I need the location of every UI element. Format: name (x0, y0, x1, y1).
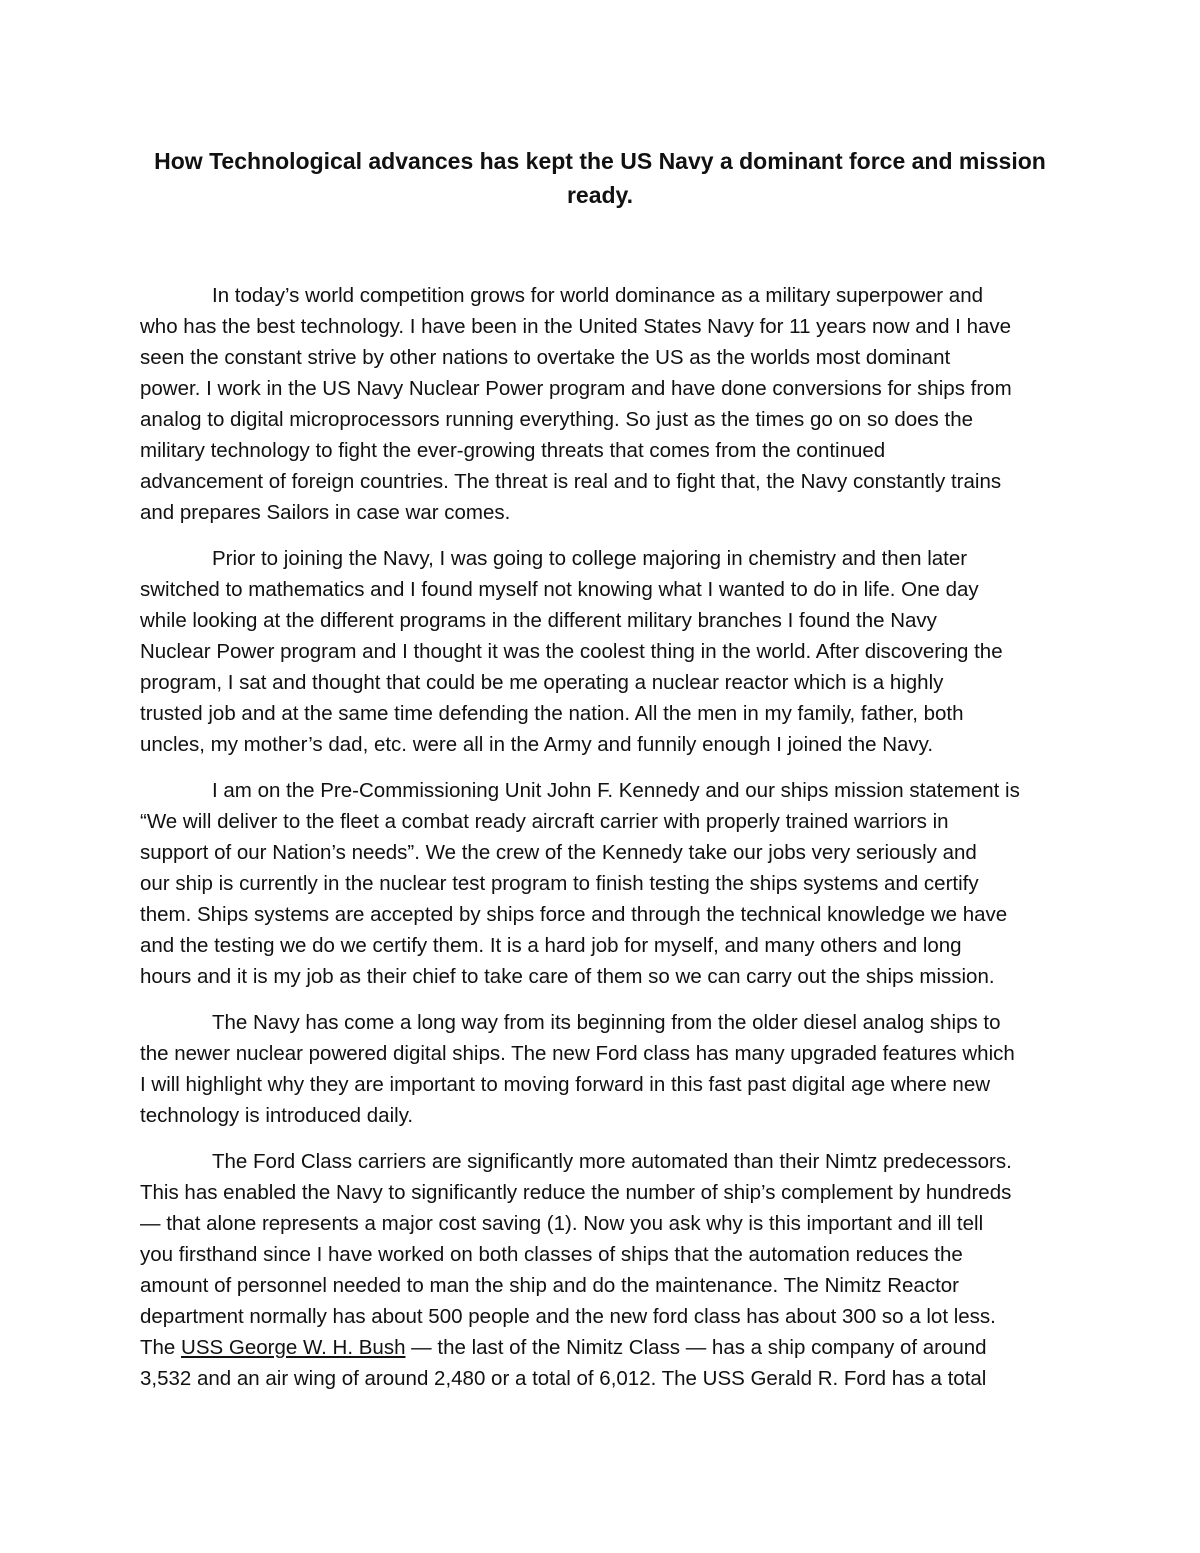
paragraph-4 (140, 1007, 1080, 1131)
link-suffix-text: — the last of the Nimitz Class — has a ship company of around (405, 1336, 987, 1359)
paragraph-line: power. I work in the US Navy Nuclear Power program and have done conversions for ships from (140, 377, 1012, 400)
paragraph-line: while looking at the different programs in the different military branches I found the Navy (140, 609, 937, 632)
paragraph-line: I will highlight why they are important to moving forward in this fast past digital age where new (140, 1073, 991, 1096)
paragraph-line: hours and it is my job as their chief to take care of them so we can carry out the ships mission. (140, 965, 995, 988)
paragraph-line: The Ford Class carriers are significantly more automated than their Nimtz predecessors. (212, 1150, 1012, 1173)
paragraph-line: In today’s world competition grows for world dominance as a military superpower and (212, 284, 984, 307)
paragraph-line: I am on the Pre-Commissioning Unit John F. Kennedy and our ships mission statement is (212, 779, 1020, 802)
paragraph-line: amount of personnel needed to man the ship and do the maintenance. The Nimitz Reactor (140, 1274, 959, 1297)
uss-george-bush-link[interactable]: USS George W. H. Bush (181, 1336, 406, 1359)
document-title (130, 144, 1070, 212)
paragraph-line: and prepares Sailors in case war comes. (140, 501, 511, 524)
paragraph-line: 3,532 and an air wing of around 2,480 or a total of 6,012. The USS Gerald R. Ford has a total (140, 1367, 987, 1390)
paragraph-line: analog to digital microprocessors running everything. So just as the times go on so does the (140, 408, 973, 431)
paragraph-line: The Navy has come a long way from its beginning from the older diesel analog ships to (212, 1011, 1001, 1034)
paragraph-line: and the testing we do we certify them. It is a hard job for myself, and many others and long (140, 934, 962, 957)
title-line-2: ready. (566, 182, 634, 208)
paragraph-line: “We will deliver to the fleet a combat ready aircraft carrier with properly trained warriors in (140, 810, 949, 833)
paragraph-5 (140, 1146, 1080, 1394)
paragraph-line: Nuclear Power program and I thought it was the coolest thing in the world. After discovering the (140, 640, 1003, 663)
paragraph-line: them. Ships systems are accepted by ships force and through the technical knowledge we have (140, 903, 1008, 926)
paragraph-line: technology is introduced daily. (140, 1104, 414, 1127)
document-body (140, 280, 1080, 1409)
paragraph-line-with-link (140, 1332, 1080, 1363)
paragraph-1 (140, 280, 1080, 528)
paragraph-line: trusted job and at the same time defending the nation. All the men in my family, father, both (140, 702, 964, 725)
paragraph-line: you firsthand since I have worked on both classes of ships that the automation reduces the (140, 1243, 963, 1266)
paragraph-line: department normally has about 500 people and the new ford class has about 300 so a lot less. (140, 1305, 996, 1328)
paragraph-line: advancement of foreign countries. The threat is real and to fight that, the Navy constantly trains (140, 470, 1002, 493)
paragraph-line: the newer nuclear powered digital ships. The new Ford class has many upgraded features which (140, 1042, 1015, 1065)
paragraph-line: our ship is currently in the nuclear test program to finish testing the ships systems and certify (140, 872, 979, 895)
title-line-1: How Technological advances has kept the US Navy a dominant force and mission (154, 148, 1046, 174)
paragraph-line: This has enabled the Navy to significantly reduce the number of ship’s complement by hundreds (140, 1181, 1012, 1204)
paragraph-line: program, I sat and thought that could be me operating a nuclear reactor which is a highly (140, 671, 944, 694)
link-prefix-text: The (140, 1336, 182, 1359)
paragraph-line: support of our Nation’s needs”. We the crew of the Kennedy take our jobs very seriously and (140, 841, 977, 864)
paragraph-line: Prior to joining the Navy, I was going to college majoring in chemistry and then later (212, 547, 968, 570)
paragraph-line: who has the best technology. I have been in the United States Navy for 11 years now and I have (140, 315, 1012, 338)
paragraph-2 (140, 543, 1080, 760)
paragraph-line: seen the constant strive by other nations to overtake the US as the worlds most dominant (140, 346, 951, 369)
paragraph-3 (140, 775, 1080, 992)
paragraph-line: military technology to fight the ever-growing threats that comes from the continued (140, 439, 886, 462)
paragraph-line: switched to mathematics and I found myself not knowing what I wanted to do in life. One day (140, 578, 979, 601)
paragraph-line: — that alone represents a major cost saving (1). Now you ask why is this important and ill tell (140, 1212, 984, 1235)
paragraph-line: uncles, my mother’s dad, etc. were all in the Army and funnily enough I joined the Navy. (140, 733, 934, 756)
